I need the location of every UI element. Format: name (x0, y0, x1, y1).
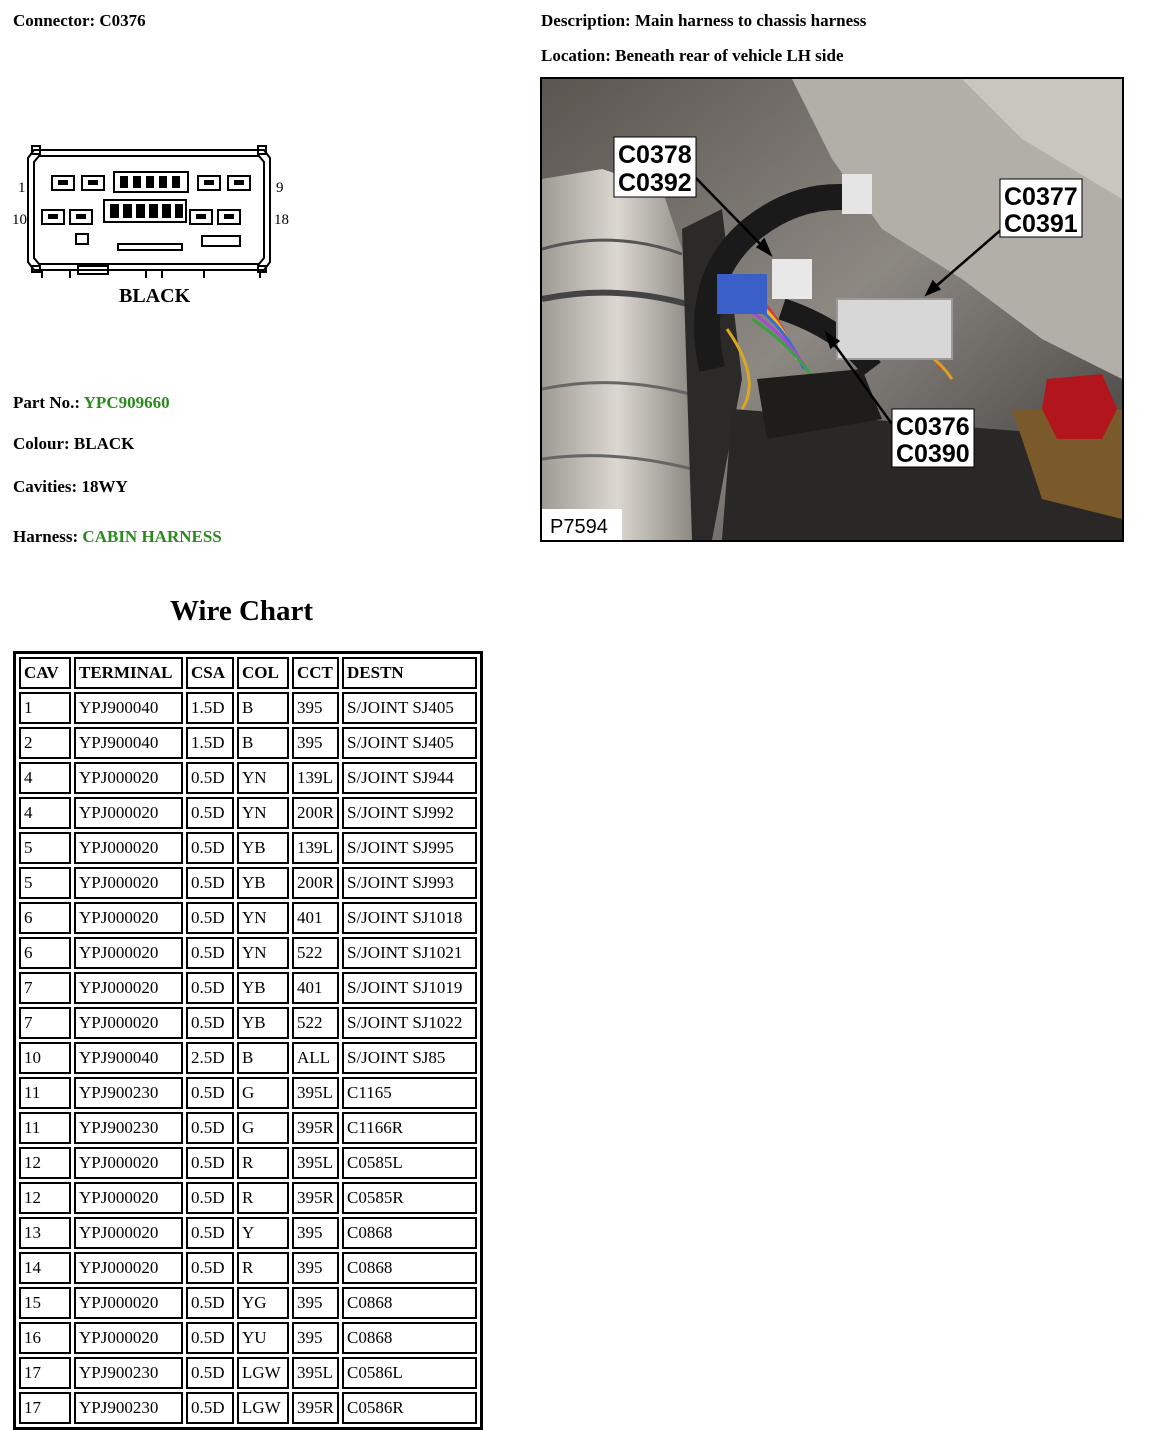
cell-cav: 13 (19, 1217, 71, 1249)
cell-terminal: YPJ900040 (74, 727, 183, 759)
cell-destn: C0868 (342, 1252, 477, 1284)
cell-col: YN (237, 937, 289, 969)
cavities-label: Cavities: (13, 477, 78, 496)
cell-terminal: YPJ000020 (74, 972, 183, 1004)
cell-col: YB (237, 1007, 289, 1039)
cell-cct: ALL (292, 1042, 339, 1074)
table-row (19, 1357, 477, 1389)
cell-cct: 200R (292, 797, 339, 829)
cell-csa: 0.5D (186, 972, 234, 1004)
cavities-value: 18WY (81, 477, 128, 496)
cell-cav: 12 (19, 1147, 71, 1179)
cell-cct: 522 (292, 937, 339, 969)
cell-col: Y (237, 1217, 289, 1249)
table-row (19, 1217, 477, 1249)
table-row (19, 1287, 477, 1319)
cell-destn: S/JOINT SJ1021 (342, 937, 477, 969)
cell-destn: S/JOINT SJ992 (342, 797, 477, 829)
cell-csa: 0.5D (186, 832, 234, 864)
cell-cav: 11 (19, 1077, 71, 1109)
cell-cav: 4 (19, 762, 71, 794)
cell-csa: 0.5D (186, 1392, 234, 1424)
cell-cav: 7 (19, 1007, 71, 1039)
photo-reference: P7594 (550, 516, 608, 538)
cell-cav: 4 (19, 797, 71, 829)
cell-cct: 401 (292, 972, 339, 1004)
cell-terminal: YPJ000020 (74, 797, 183, 829)
cell-csa: 0.5D (186, 1007, 234, 1039)
cell-cav: 7 (19, 972, 71, 1004)
cell-cav: 17 (19, 1357, 71, 1389)
cell-csa: 0.5D (186, 1147, 234, 1179)
cell-cav: 6 (19, 902, 71, 934)
cell-terminal: YPJ900230 (74, 1357, 183, 1389)
table-row (19, 1042, 477, 1074)
connector-colour-caption: BLACK (119, 285, 191, 307)
cell-cct: 200R (292, 867, 339, 899)
column-header-cav: CAV (19, 657, 71, 689)
harness-label: Harness: (13, 527, 79, 546)
cell-cct: 522 (292, 1007, 339, 1039)
cell-terminal: YPJ000020 (74, 1217, 183, 1249)
cell-cct: 395 (292, 1322, 339, 1354)
cell-destn: C1166R (342, 1112, 477, 1144)
column-header-csa: CSA (186, 657, 234, 689)
table-row (19, 1252, 477, 1284)
pin-10-label: 10 (12, 212, 27, 228)
cell-col: B (237, 692, 289, 724)
cell-terminal: YPJ000020 (74, 867, 183, 899)
table-row (19, 1182, 477, 1214)
cell-destn: S/JOINT SJ85 (342, 1042, 477, 1074)
cell-csa: 0.5D (186, 1252, 234, 1284)
cell-col: R (237, 1182, 289, 1214)
cell-csa: 0.5D (186, 867, 234, 899)
table-row (19, 762, 477, 794)
cell-col: YN (237, 902, 289, 934)
cell-cav: 17 (19, 1392, 71, 1424)
cell-destn: C0586R (342, 1392, 477, 1424)
cell-destn: S/JOINT SJ405 (342, 692, 477, 724)
connector-label: Connector: (13, 11, 96, 30)
cell-cav: 2 (19, 727, 71, 759)
cell-terminal: YPJ000020 (74, 937, 183, 969)
cell-cct: 395R (292, 1182, 339, 1214)
callout-c0376: C0376 (896, 413, 970, 441)
description-field (541, 11, 866, 31)
cell-destn: C0586L (342, 1357, 477, 1389)
cell-terminal: YPJ900040 (74, 1042, 183, 1074)
column-header-col: COL (237, 657, 289, 689)
cell-csa: 0.5D (186, 1322, 234, 1354)
column-header-cct: CCT (292, 657, 339, 689)
cell-cct: 395L (292, 1357, 339, 1389)
cell-col: LGW (237, 1357, 289, 1389)
part-number-field (13, 393, 170, 413)
cell-destn: S/JOINT SJ993 (342, 867, 477, 899)
cell-col: YG (237, 1287, 289, 1319)
cell-cav: 6 (19, 937, 71, 969)
callout-c0391: C0391 (1004, 210, 1078, 238)
cell-csa: 0.5D (186, 762, 234, 794)
cell-terminal: YPJ900040 (74, 692, 183, 724)
wire-chart-title: Wire Chart (169, 595, 314, 627)
colour-label: Colour: (13, 434, 70, 453)
cell-col: LGW (237, 1392, 289, 1424)
cell-csa: 1.5D (186, 692, 234, 724)
cell-terminal: YPJ000020 (74, 832, 183, 864)
table-row (19, 1112, 477, 1144)
cell-col: R (237, 1147, 289, 1179)
table-row (19, 1322, 477, 1354)
part-number-link[interactable]: YPC909660 (83, 393, 170, 412)
table-row (19, 902, 477, 934)
colour-field (13, 434, 134, 454)
cell-col: YB (237, 832, 289, 864)
cell-cav: 5 (19, 867, 71, 899)
pin-1-label: 1 (18, 180, 26, 196)
cell-terminal: YPJ000020 (74, 1182, 183, 1214)
cell-terminal: YPJ000020 (74, 1147, 183, 1179)
wire-chart-table-container (13, 651, 483, 1430)
cell-col: YN (237, 797, 289, 829)
cell-terminal: YPJ000020 (74, 902, 183, 934)
cell-cct: 395R (292, 1392, 339, 1424)
description-value: Main harness to chassis harness (634, 11, 867, 30)
cell-col: R (237, 1252, 289, 1284)
cell-cav: 1 (19, 692, 71, 724)
harness-link[interactable]: CABIN HARNESS (82, 527, 222, 546)
cell-cav: 10 (19, 1042, 71, 1074)
cell-cav: 14 (19, 1252, 71, 1284)
cell-col: YB (237, 972, 289, 1004)
cell-cct: 395R (292, 1112, 339, 1144)
table-row (19, 832, 477, 864)
location-photo (540, 77, 1124, 542)
location-value: Beneath rear of vehicle LH side (615, 46, 844, 65)
pin-18-label: 18 (274, 212, 289, 228)
cell-destn: C0585L (342, 1147, 477, 1179)
description-label: Description: (541, 11, 631, 30)
column-header-terminal: TERMINAL (74, 657, 183, 689)
cell-csa: 0.5D (186, 1287, 234, 1319)
cell-terminal: YPJ900230 (74, 1392, 183, 1424)
cell-col: YN (237, 762, 289, 794)
cell-cav: 5 (19, 832, 71, 864)
cell-cct: 139L (292, 762, 339, 794)
cell-terminal: YPJ900230 (74, 1077, 183, 1109)
connector-pinout-diagram (12, 140, 302, 310)
cell-cct: 395 (292, 692, 339, 724)
cell-csa: 0.5D (186, 1217, 234, 1249)
cell-cav: 12 (19, 1182, 71, 1214)
cell-destn: S/JOINT SJ1022 (342, 1007, 477, 1039)
table-row (19, 1392, 477, 1424)
cell-csa: 0.5D (186, 1357, 234, 1389)
cell-col: YU (237, 1322, 289, 1354)
connector-field (13, 11, 146, 31)
wire-chart-header-row (19, 657, 477, 689)
cell-csa: 1.5D (186, 727, 234, 759)
cell-csa: 0.5D (186, 937, 234, 969)
cell-destn: S/JOINT SJ1019 (342, 972, 477, 1004)
cell-csa: 0.5D (186, 797, 234, 829)
cell-cav: 15 (19, 1287, 71, 1319)
cell-terminal: YPJ000020 (74, 762, 183, 794)
cell-destn: C0868 (342, 1287, 477, 1319)
cell-cct: 395 (292, 1252, 339, 1284)
callout-c0390: C0390 (896, 440, 970, 468)
cell-destn: C0868 (342, 1217, 477, 1249)
cell-destn: S/JOINT SJ405 (342, 727, 477, 759)
cell-destn: C0585R (342, 1182, 477, 1214)
table-row (19, 867, 477, 899)
cell-csa: 0.5D (186, 1112, 234, 1144)
cell-destn: S/JOINT SJ995 (342, 832, 477, 864)
cell-cct: 395L (292, 1077, 339, 1109)
cavities-field (13, 477, 128, 497)
cell-csa: 0.5D (186, 902, 234, 934)
cell-col: YB (237, 867, 289, 899)
callout-c0377: C0377 (1004, 183, 1078, 211)
cell-csa: 0.5D (186, 1182, 234, 1214)
cell-terminal: YPJ000020 (74, 1007, 183, 1039)
wire-chart-table (13, 651, 483, 1430)
table-row (19, 937, 477, 969)
part-number-label: Part No.: (13, 393, 81, 412)
table-row (19, 797, 477, 829)
cell-cct: 395L (292, 1147, 339, 1179)
cell-terminal: YPJ000020 (74, 1287, 183, 1319)
colour-value: BLACK (73, 434, 135, 453)
cell-destn: S/JOINT SJ1018 (342, 902, 477, 934)
table-row (19, 1147, 477, 1179)
table-row (19, 1007, 477, 1039)
cell-cav: 11 (19, 1112, 71, 1144)
wire-chart-body (19, 692, 477, 1424)
cell-cav: 16 (19, 1322, 71, 1354)
cell-col: B (237, 1042, 289, 1074)
column-header-destn: DESTN (342, 657, 477, 689)
callout-c0378: C0378 (618, 141, 692, 169)
callout-c0392: C0392 (618, 169, 692, 197)
cell-destn: C1165 (342, 1077, 477, 1109)
cell-cct: 395 (292, 1217, 339, 1249)
connector-value: C0376 (99, 11, 146, 30)
table-row (19, 692, 477, 724)
table-row (19, 972, 477, 1004)
location-field (541, 46, 844, 66)
cell-csa: 2.5D (186, 1042, 234, 1074)
cell-terminal: YPJ000020 (74, 1252, 183, 1284)
location-label: Location: (541, 46, 611, 65)
table-row (19, 727, 477, 759)
cell-terminal: YPJ000020 (74, 1322, 183, 1354)
cell-destn: C0868 (342, 1322, 477, 1354)
cell-cct: 395 (292, 1287, 339, 1319)
cell-cct: 401 (292, 902, 339, 934)
table-row (19, 1077, 477, 1109)
cell-terminal: YPJ900230 (74, 1112, 183, 1144)
cell-destn: S/JOINT SJ944 (342, 762, 477, 794)
cell-col: B (237, 727, 289, 759)
cell-cct: 139L (292, 832, 339, 864)
cell-col: G (237, 1077, 289, 1109)
cell-col: G (237, 1112, 289, 1144)
harness-field (13, 527, 222, 547)
pin-9-label: 9 (276, 180, 284, 196)
cell-csa: 0.5D (186, 1077, 234, 1109)
cell-cct: 395 (292, 727, 339, 759)
